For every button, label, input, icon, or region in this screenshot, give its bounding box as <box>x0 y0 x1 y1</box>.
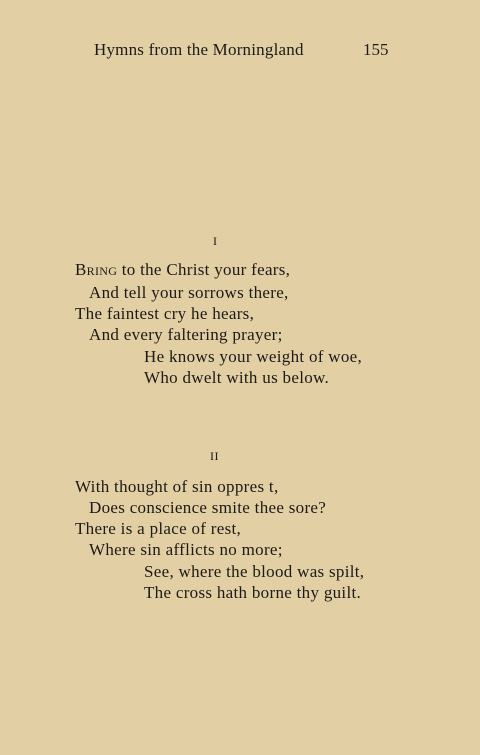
stanza-numeral-2: II <box>210 449 219 463</box>
stanza-numeral-1: I <box>213 234 218 248</box>
stanza-1-line-2: And tell your sorrows there, <box>89 283 289 302</box>
stanza-2-line-2: Does conscience smite thee sore? <box>89 498 327 517</box>
page-number: 155 <box>363 40 389 59</box>
stanza-2-line-4: Where sin afflicts no more; <box>89 540 283 559</box>
stanza-2-line-5: See, where the blood was spilt, <box>144 562 365 581</box>
stanza-1-line-1 <box>75 260 290 280</box>
line-rest: to the Christ your fears, <box>117 260 291 279</box>
stanza-1-line-6: Who dwelt with us below. <box>144 368 330 387</box>
stanza-1-line-3: The faintest cry he hears, <box>75 304 255 323</box>
stanza-1-line-5: He knows your weight of woe, <box>144 347 363 366</box>
stanza-2-line-3: There is a place of rest, <box>75 519 242 538</box>
running-header-title: Hymns from the Morningland <box>94 40 304 59</box>
drop-word: Bring <box>75 260 118 279</box>
stanza-2-line-6: The cross hath borne thy guilt. <box>144 583 362 602</box>
stanza-1-line-4: And every faltering prayer; <box>89 325 283 344</box>
stanza-2-line-1: With thought of sin oppres t, <box>75 477 279 496</box>
